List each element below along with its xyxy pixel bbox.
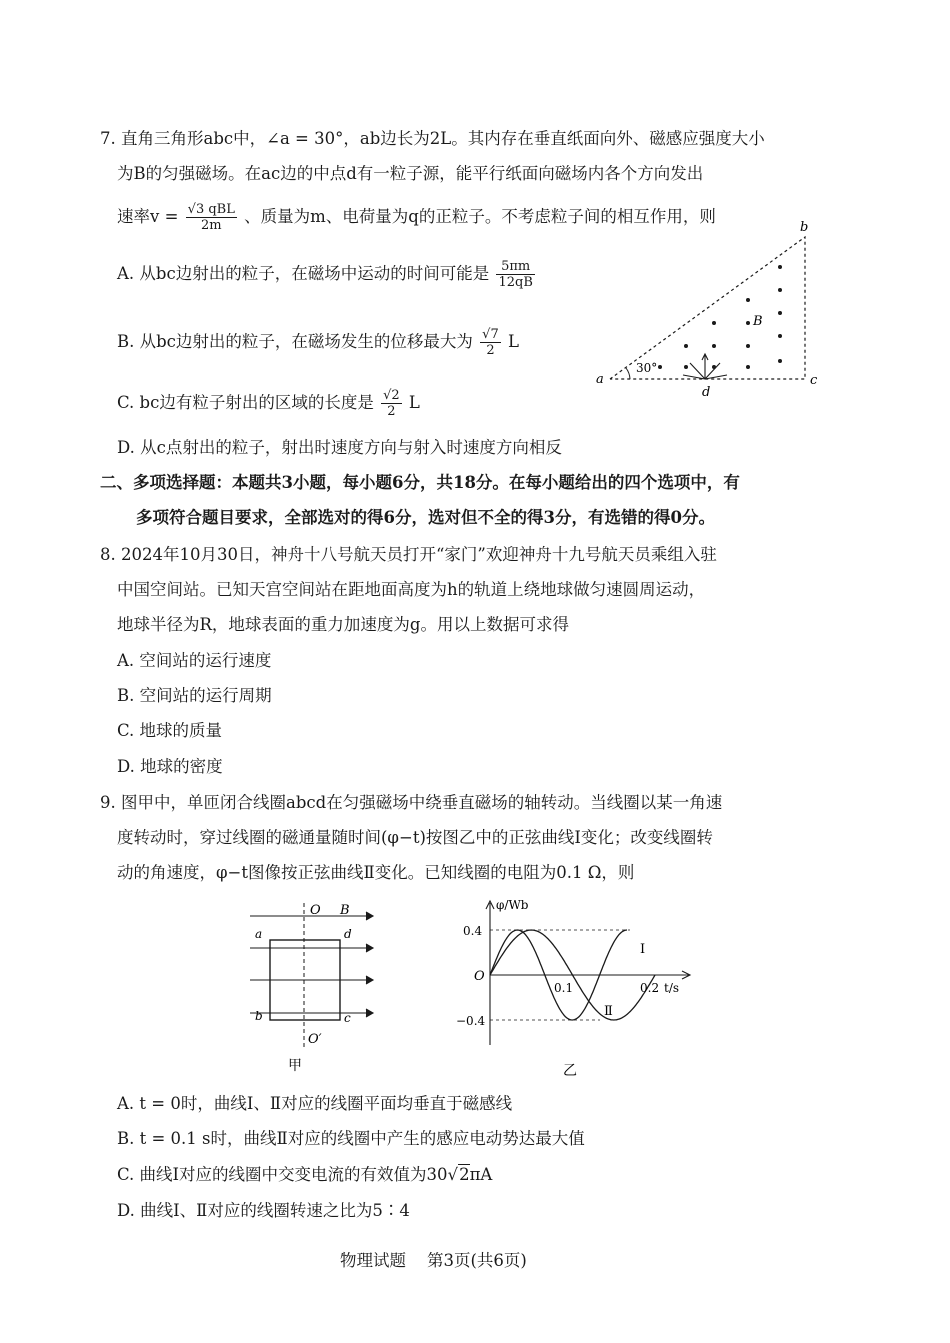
figure-jia-caption: 甲 [288, 1058, 302, 1074]
axis-o-label: O [310, 903, 321, 918]
origin-label: O [474, 969, 485, 984]
curve-I-label: Ⅰ [640, 942, 646, 957]
x-tick-0-2: 0.2 [640, 981, 660, 995]
x-axis-label: t/s [664, 981, 680, 995]
y-tick-neg: −0.4 [456, 1014, 486, 1028]
q7-speed-label: 速率v = [117, 207, 179, 226]
field-lines [250, 912, 373, 1017]
figure-yi-caption: 乙 [563, 1063, 577, 1079]
q9-stem-line2: 度转动时，穿过线圈的磁通量随时间(φ−t)按图乙中的正弦曲线Ⅰ变化；改变线圈转 [117, 828, 713, 847]
q9-stem-line3: 动的角速度，φ−t图像按正弦曲线Ⅱ变化。已知线圈的电阻为0.1 Ω，则 [117, 863, 635, 882]
point-d-label: d [702, 385, 711, 400]
q8-stem-line3: 地球半径为R，地球表面的重力加速度为g。用以上数据可求得 [117, 615, 569, 634]
q9-option-a: A. t = 0时，曲线Ⅰ、Ⅱ对应的线圈平面均垂直于磁感线 [117, 1094, 513, 1113]
vertex-b-label: b [800, 220, 809, 235]
vertex-c-label: c [810, 373, 818, 388]
q7-triangle-figure [590, 215, 830, 405]
q9-figure-yi [450, 895, 710, 1090]
corner-a-label: a [255, 927, 263, 941]
q7-option-b: B. 从bc边射出的粒子，在磁场发生的位移最大为 $\frac{√7}{2}$ L [117, 327, 519, 358]
triangle-outline [610, 237, 805, 379]
q7-stem-line1: 7. 直角三角形abc中，∠a = 30°，ab边长为2L。其内存在垂直纸面向外、磁感应强度大小 [100, 129, 765, 148]
magnetic-field-dots [658, 265, 782, 369]
q8-option-a: A. 空间站的运行速度 [117, 651, 272, 670]
q9-option-d: D. 曲线Ⅰ、Ⅱ对应的线圈转速之比为5∶4 [117, 1201, 410, 1220]
x-tick-0-1: 0.1 [554, 981, 574, 995]
q9-stem-line1: 9. 图甲中，单匝闭合线圈abcd在匀强磁场中绕垂直磁场的轴转动。当线圈以某一角速 [100, 793, 723, 812]
q8-option-c: C. 地球的质量 [117, 721, 223, 740]
q7-option-c: C. bc边有粒子射出的区域的长度是 $\frac{√2}{2}$ L [117, 388, 420, 419]
q7-stem-tail: 、质量为m、电荷量为q的正粒子。不考虑粒子间的相互作用，则 [244, 207, 716, 226]
page-footer: 物理试题 第3页(共6页) [340, 1251, 527, 1270]
corner-d-label: d [344, 927, 352, 941]
angle-label: 30° [636, 361, 658, 375]
y-tick-pos: 0.4 [463, 924, 483, 938]
q7-stem-line2: 为B的匀强磁场。在ac边的中点d有一粒子源，能平行纸面向磁场内各个方向发出 [117, 164, 704, 183]
q7-option-a: A. 从bc边射出的粒子，在磁场中运动的时间可能是 $\frac{5\pi m}{12qB}$ [117, 259, 533, 290]
q8-stem-line1: 8. 2024年10月30日，神舟十八号航天员打开“家门”欢迎神舟十九号航天员乘组入驻 [100, 545, 717, 564]
q9-option-c: C. 曲线Ⅰ对应的线圈中交变电流的有效值为30√2πA [117, 1165, 493, 1184]
corner-b-label: b [255, 1009, 263, 1023]
section2-heading-line1: 二、多项选择题：本题共3小题，每小题6分，共18分。在每小题给出的四个选项中，有 [100, 473, 740, 492]
particle-velocity-arrows [683, 354, 727, 379]
vertex-a-label: a [596, 372, 604, 387]
q7-option-d: D. 从c点射出的粒子，射出时速度方向与射入时速度方向相反 [117, 438, 562, 457]
axis-o-prime-label: O′ [308, 1032, 322, 1047]
q8-stem-line2: 中国空间站。已知天宫空间站在距地面高度为h的轨道上绕地球做匀速圆周运动， [117, 580, 706, 599]
q9-figure-jia [240, 898, 390, 1088]
q7-speed-fraction: $\frac{\text{√3 qBL}}{2m}$ [187, 202, 235, 233]
curve-II-label: Ⅱ [604, 1004, 613, 1019]
q9-option-b: B. t = 0.1 s时，曲线Ⅱ对应的线圈中产生的感应电动势达最大值 [117, 1129, 585, 1148]
q8-option-b: B. 空间站的运行周期 [117, 686, 272, 705]
section2-heading-line2: 多项符合题目要求，全部选对的得6分，选对但不全的得3分，有选错的得0分。 [136, 508, 715, 527]
q8-option-d: D. 地球的密度 [117, 757, 223, 776]
field-b-label: B [340, 903, 350, 918]
corner-c-label: c [344, 1011, 351, 1025]
y-axis-label: φ/Wb [496, 898, 529, 912]
field-b-label: B [753, 314, 763, 329]
angle-arc [626, 368, 630, 379]
